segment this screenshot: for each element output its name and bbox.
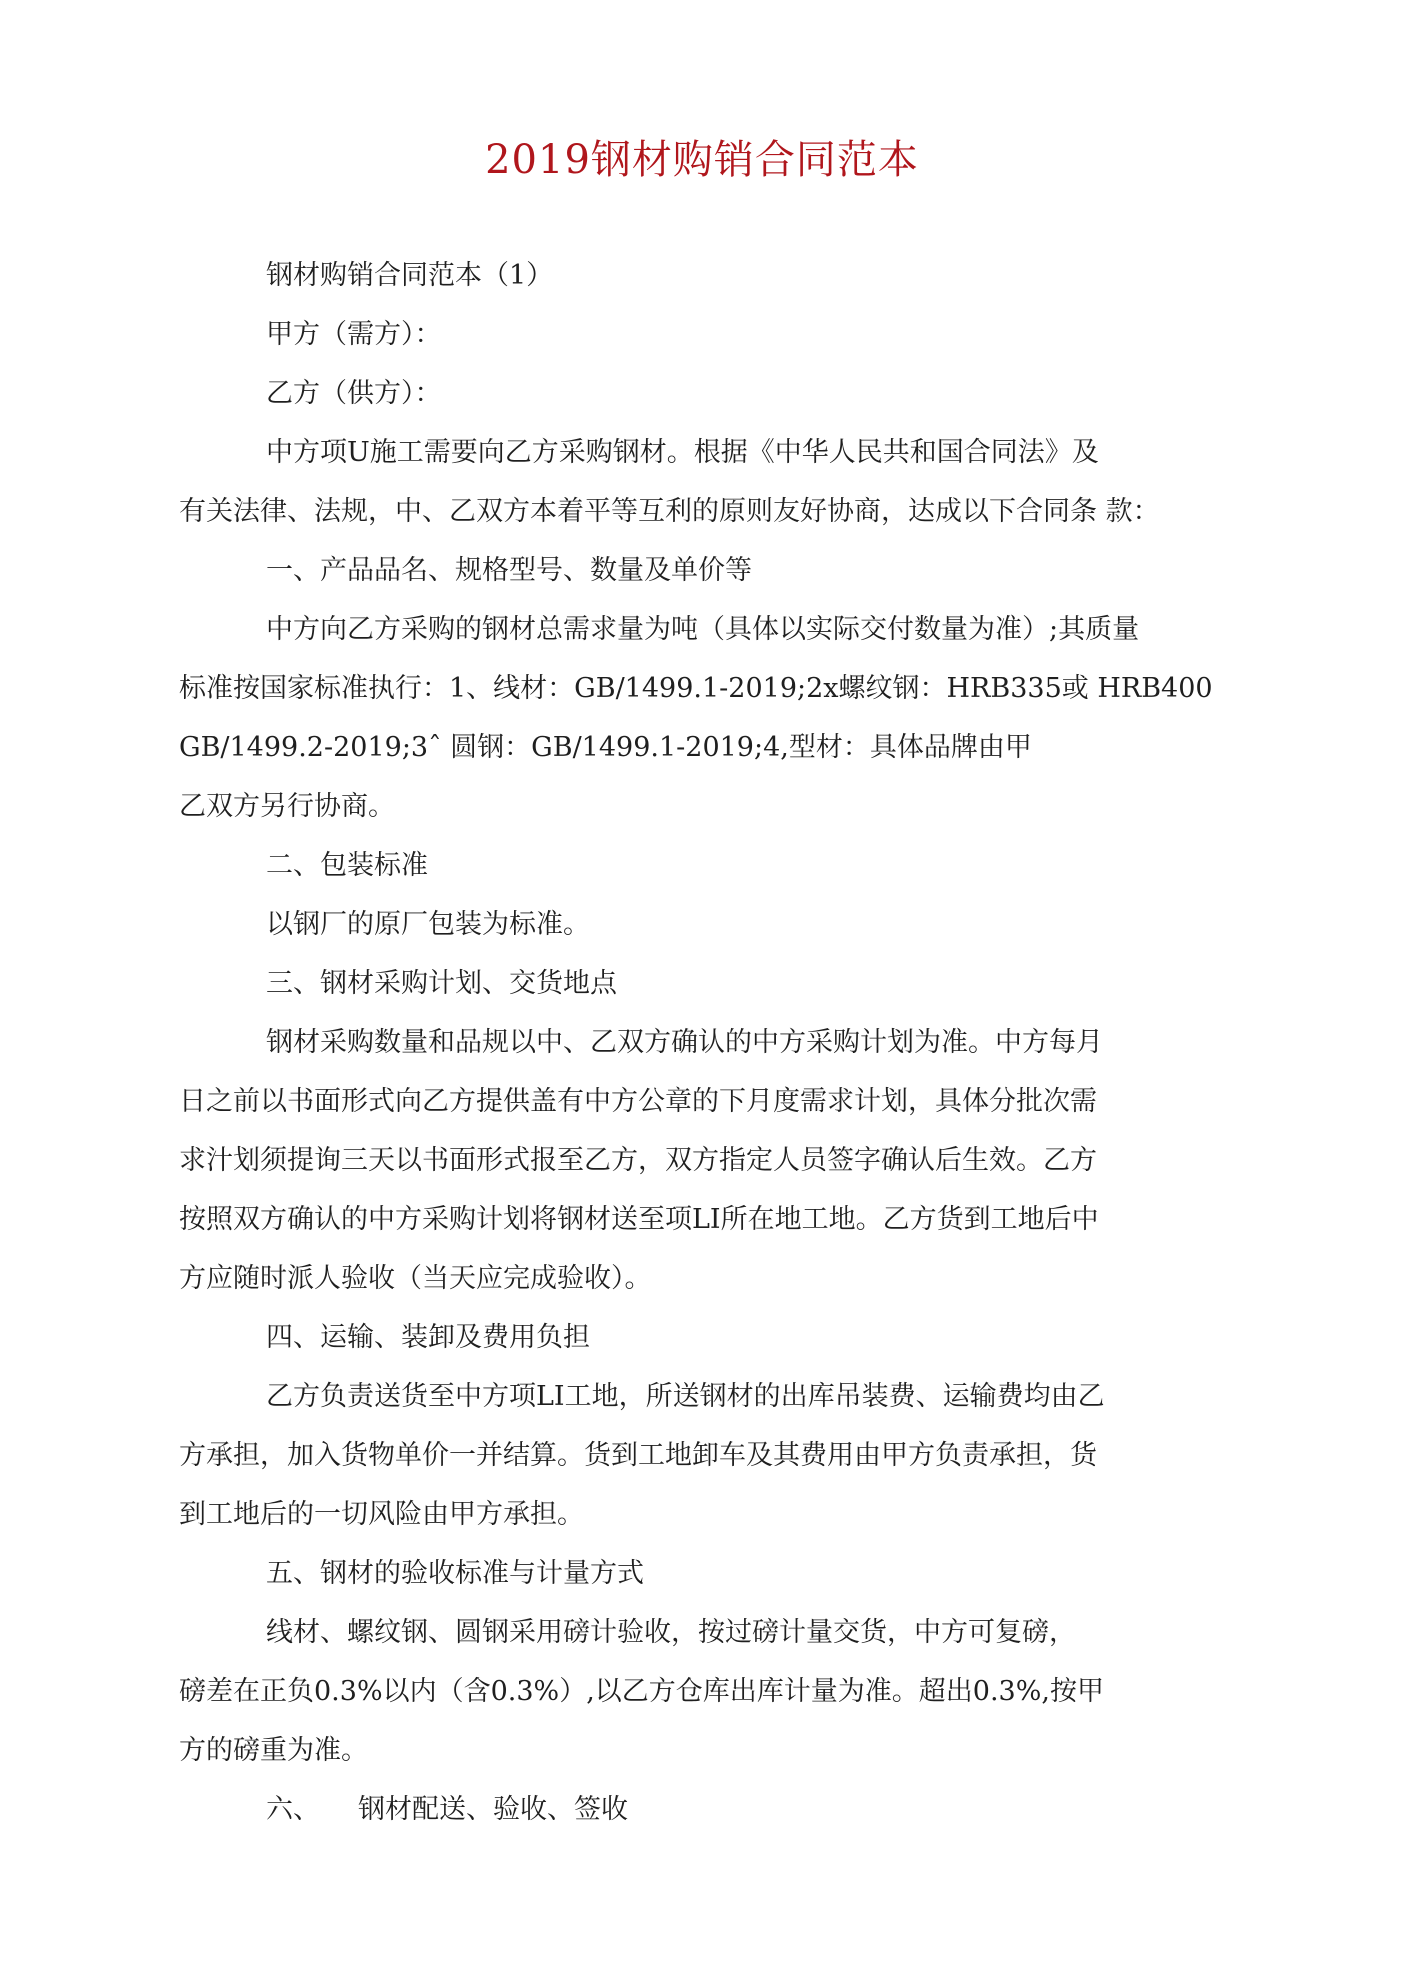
paragraph-line: 日之前以书面形式向乙方提供盖有中方公章的下月度需求计划，具体分批次需 xyxy=(179,1086,1097,1117)
paragraph-line: 中方向乙方采购的钢材总需求量为吨（具体以实际交付数量为准）;其质量 xyxy=(266,614,1140,645)
paragraph-line: 方承担，加入货物单价一并结算。货到工地卸车及其费用由甲方负责承担，货 xyxy=(179,1440,1097,1471)
party-b-line: 乙方（供方）： xyxy=(266,378,442,409)
paragraph-line: 标准按国家标准执行：1、线材：GB/1499.1-2019;2x螺纹钢：HRB335或 HRB400 xyxy=(179,673,1213,704)
section-heading: 三、钢材采购计划、交货地点 xyxy=(266,968,617,999)
document-title: 2019钢材购销合同范本 xyxy=(485,137,919,183)
section-heading: 五、钢材的验收标准与计量方式 xyxy=(266,1558,644,1589)
paragraph-line: 乙双方另行协商。 xyxy=(179,791,395,822)
paragraph-line: 方应随时派人验收（当天应完成验收）。 xyxy=(179,1263,652,1294)
paragraph-line: 到工地后的一切风险由甲方承担。 xyxy=(179,1499,584,1530)
paragraph-line: 钢材采购数量和品规以中、乙双方确认的中方采购计划为准。中方每月 xyxy=(266,1027,1103,1058)
paragraph-line: 以钢厂的原厂包装为标准。 xyxy=(266,909,590,940)
party-a-line: 甲方（需方）： xyxy=(266,319,442,350)
section-heading: 四、运输、装卸及费用负担 xyxy=(266,1322,590,1353)
contract-subtitle: 钢材购销合同范本（1） xyxy=(266,260,554,291)
paragraph-line: 方的磅重为准。 xyxy=(179,1735,368,1766)
paragraph-line: 乙方负责送货至中方项LI工地，所送钢材的出库吊装费、运输费均由乙 xyxy=(266,1381,1105,1412)
paragraph-line: GB/1499.2-2019;3ˆ 圆钢：GB/1499.1-2019;4,型材：具体品牌由甲 xyxy=(179,732,1032,763)
paragraph-line: 有关法律、法规，中、乙双方本着平等互利的原则友好协商，达成以下合同条 款： xyxy=(179,496,1160,527)
paragraph-line: 中方项U施工需要向乙方采购钢材。根据《中华人民共和国合同法》及 xyxy=(266,437,1099,468)
paragraph-line: 按照双方确认的中方采购计划将钢材送至项LI所在地工地。乙方货到工地后中 xyxy=(179,1204,1099,1235)
section-heading: 二、包装标准 xyxy=(266,850,428,881)
paragraph-line: 线材、螺纹钢、圆钢采用磅计验收，按过磅计量交货，中方可复磅， xyxy=(266,1617,1076,1648)
paragraph-line: 求汁划须提询三天以书面形式报至乙方，双方指定人员签字确认后生效。乙方 xyxy=(179,1145,1097,1176)
section-number: 六、 xyxy=(266,1794,320,1825)
paragraph-line: 磅差在正负0.3%以内（含0.3%）,以乙方仓库出库计量为准。超出0.3%,按甲 xyxy=(179,1676,1104,1707)
section-heading: 一、产品品名、规格型号、数量及单价等 xyxy=(266,555,752,586)
section-heading: 钢材配送、验收、签收 xyxy=(358,1794,628,1825)
